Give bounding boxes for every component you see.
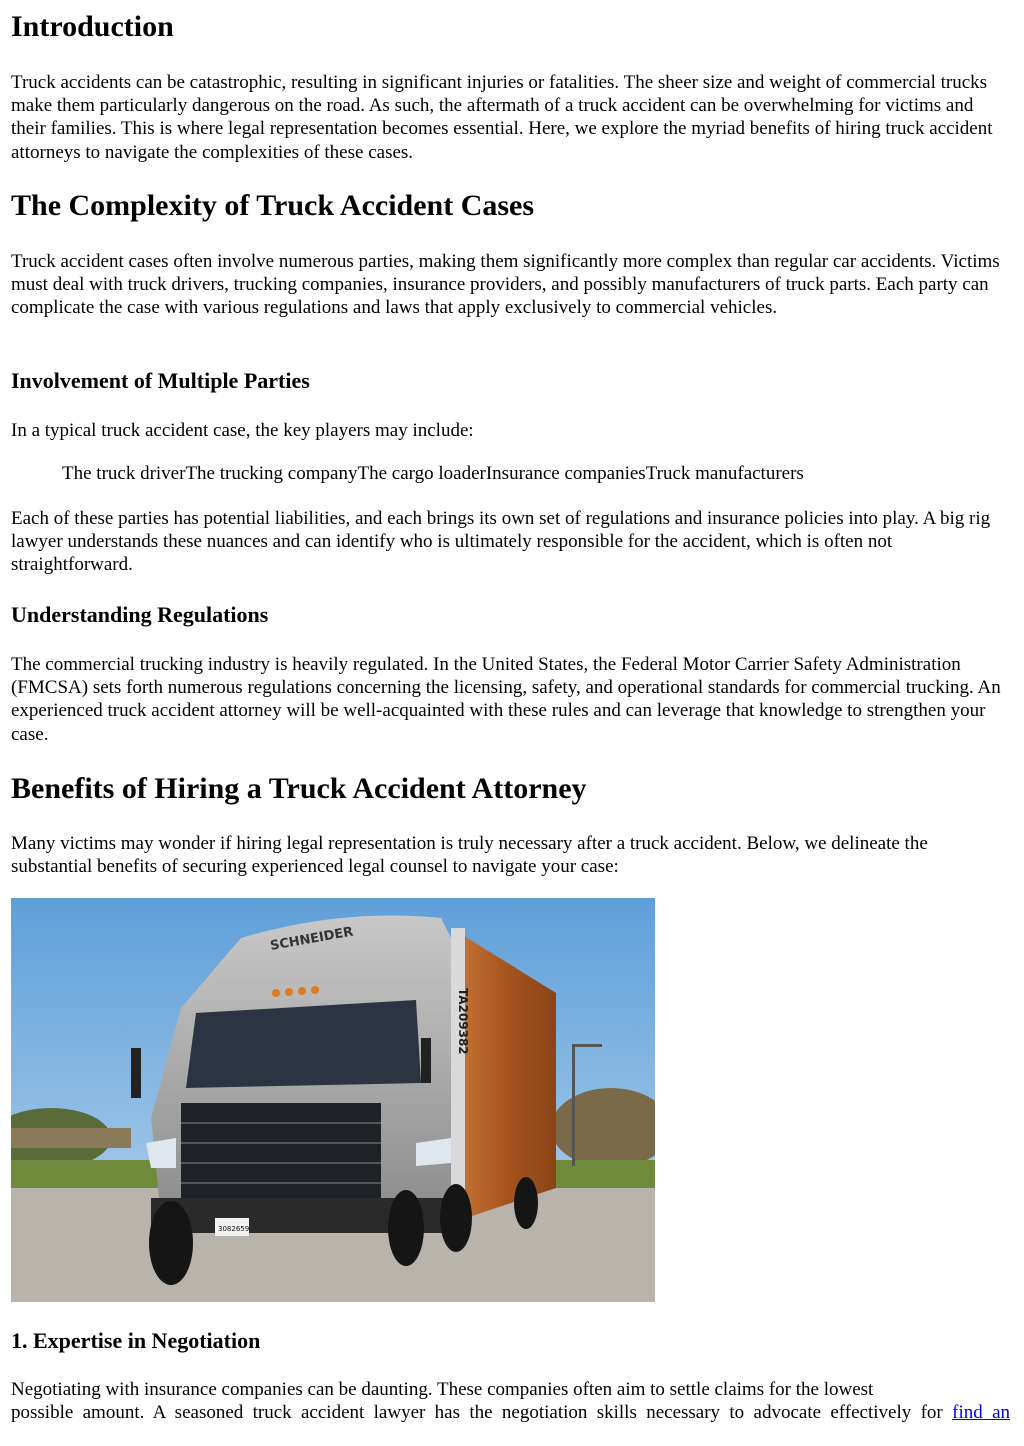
- complexity-heading: The Complexity of Truck Accident Cases: [11, 189, 535, 222]
- intro-paragraph: Truck accidents can be catastrophic, resulting in significant injuries or fatalities. The sheer size and weight of commercial trucks make them particularly dangerous on the road. As such, the aftermath of a truck accident can be overwhelming for victims and their families. This is where legal representation becomes essential. Here, we explore the myriad benefits of hiring truck accident attorneys to navigate the complexities of these cases.: [11, 72, 993, 163]
- regulations-paragraph: The commercial trucking industry is heavily regulated. In the United States, the Federal Motor Carrier Safety Administration (FMCSA) sets forth numerous regulations concerning the licensing, safety, and operational standards for commercial trucking. An experienced truck accident attorney will be well-acquainted with these rules and can leverage that knowledge to strengthen your case.: [11, 654, 1001, 745]
- negotiation-line-2: [11, 1401, 1010, 1424]
- list-item: The cargo loader: [357, 463, 486, 484]
- negotiation-line-2-text: possible amount. A seasoned truck accident lawyer has the negotiation skills necessary to advocate effectively for: [11, 1402, 943, 1423]
- regulations-heading: Understanding Regulations: [11, 602, 269, 627]
- intro-heading: Introduction: [11, 10, 174, 43]
- list-item: Truck manufacturers: [645, 463, 804, 484]
- cab-brand: SCHNEIDER: [269, 924, 355, 954]
- parties-intro: In a typical truck accident case, the key players may include:: [11, 420, 474, 441]
- list-item: The truck driver: [62, 463, 186, 484]
- parties-list: [62, 462, 804, 485]
- list-item: Insurance companies: [485, 463, 646, 484]
- parties-heading: Involvement of Multiple Parties: [11, 368, 310, 393]
- benefits-paragraph: Many victims may wonder if hiring legal representation is truly necessary after a truck accident. Below, we delineate the substantial benefits of securing experienced legal counsel to navigate your case:: [11, 833, 928, 878]
- negotiation-heading: 1. Expertise in Negotiation: [11, 1328, 261, 1353]
- parties-paragraph: Each of these parties has potential liabilities, and each brings its own set of regulations and insurance policies into play. A big rig lawyer understands these nuances and can identify who is ultimately responsible for the accident, which is often not straightforward.: [11, 508, 991, 576]
- negotiation-line-1: Negotiating with insurance companies can be daunting. These companies often aim to settle claims for the lowest: [11, 1379, 874, 1400]
- plate-number: 3082659: [218, 1225, 250, 1233]
- complexity-paragraph: Truck accident cases often involve numerous parties, making them significantly more complex than regular car accidents. Victims must deal with truck drivers, trucking companies, insurance providers, and possibly manufacturers of truck parts. Each party can complicate the case with various regulations and laws that apply exclusively to commercial vehicles.: [11, 251, 1000, 319]
- truck-image: [11, 898, 655, 1302]
- trailer-id: TA209382: [456, 988, 470, 1055]
- benefits-heading: Benefits of Hiring a Truck Accident Attorney: [11, 772, 587, 805]
- list-item: The trucking company: [185, 463, 358, 484]
- find-attorney-link[interactable]: find an: [952, 1402, 1011, 1423]
